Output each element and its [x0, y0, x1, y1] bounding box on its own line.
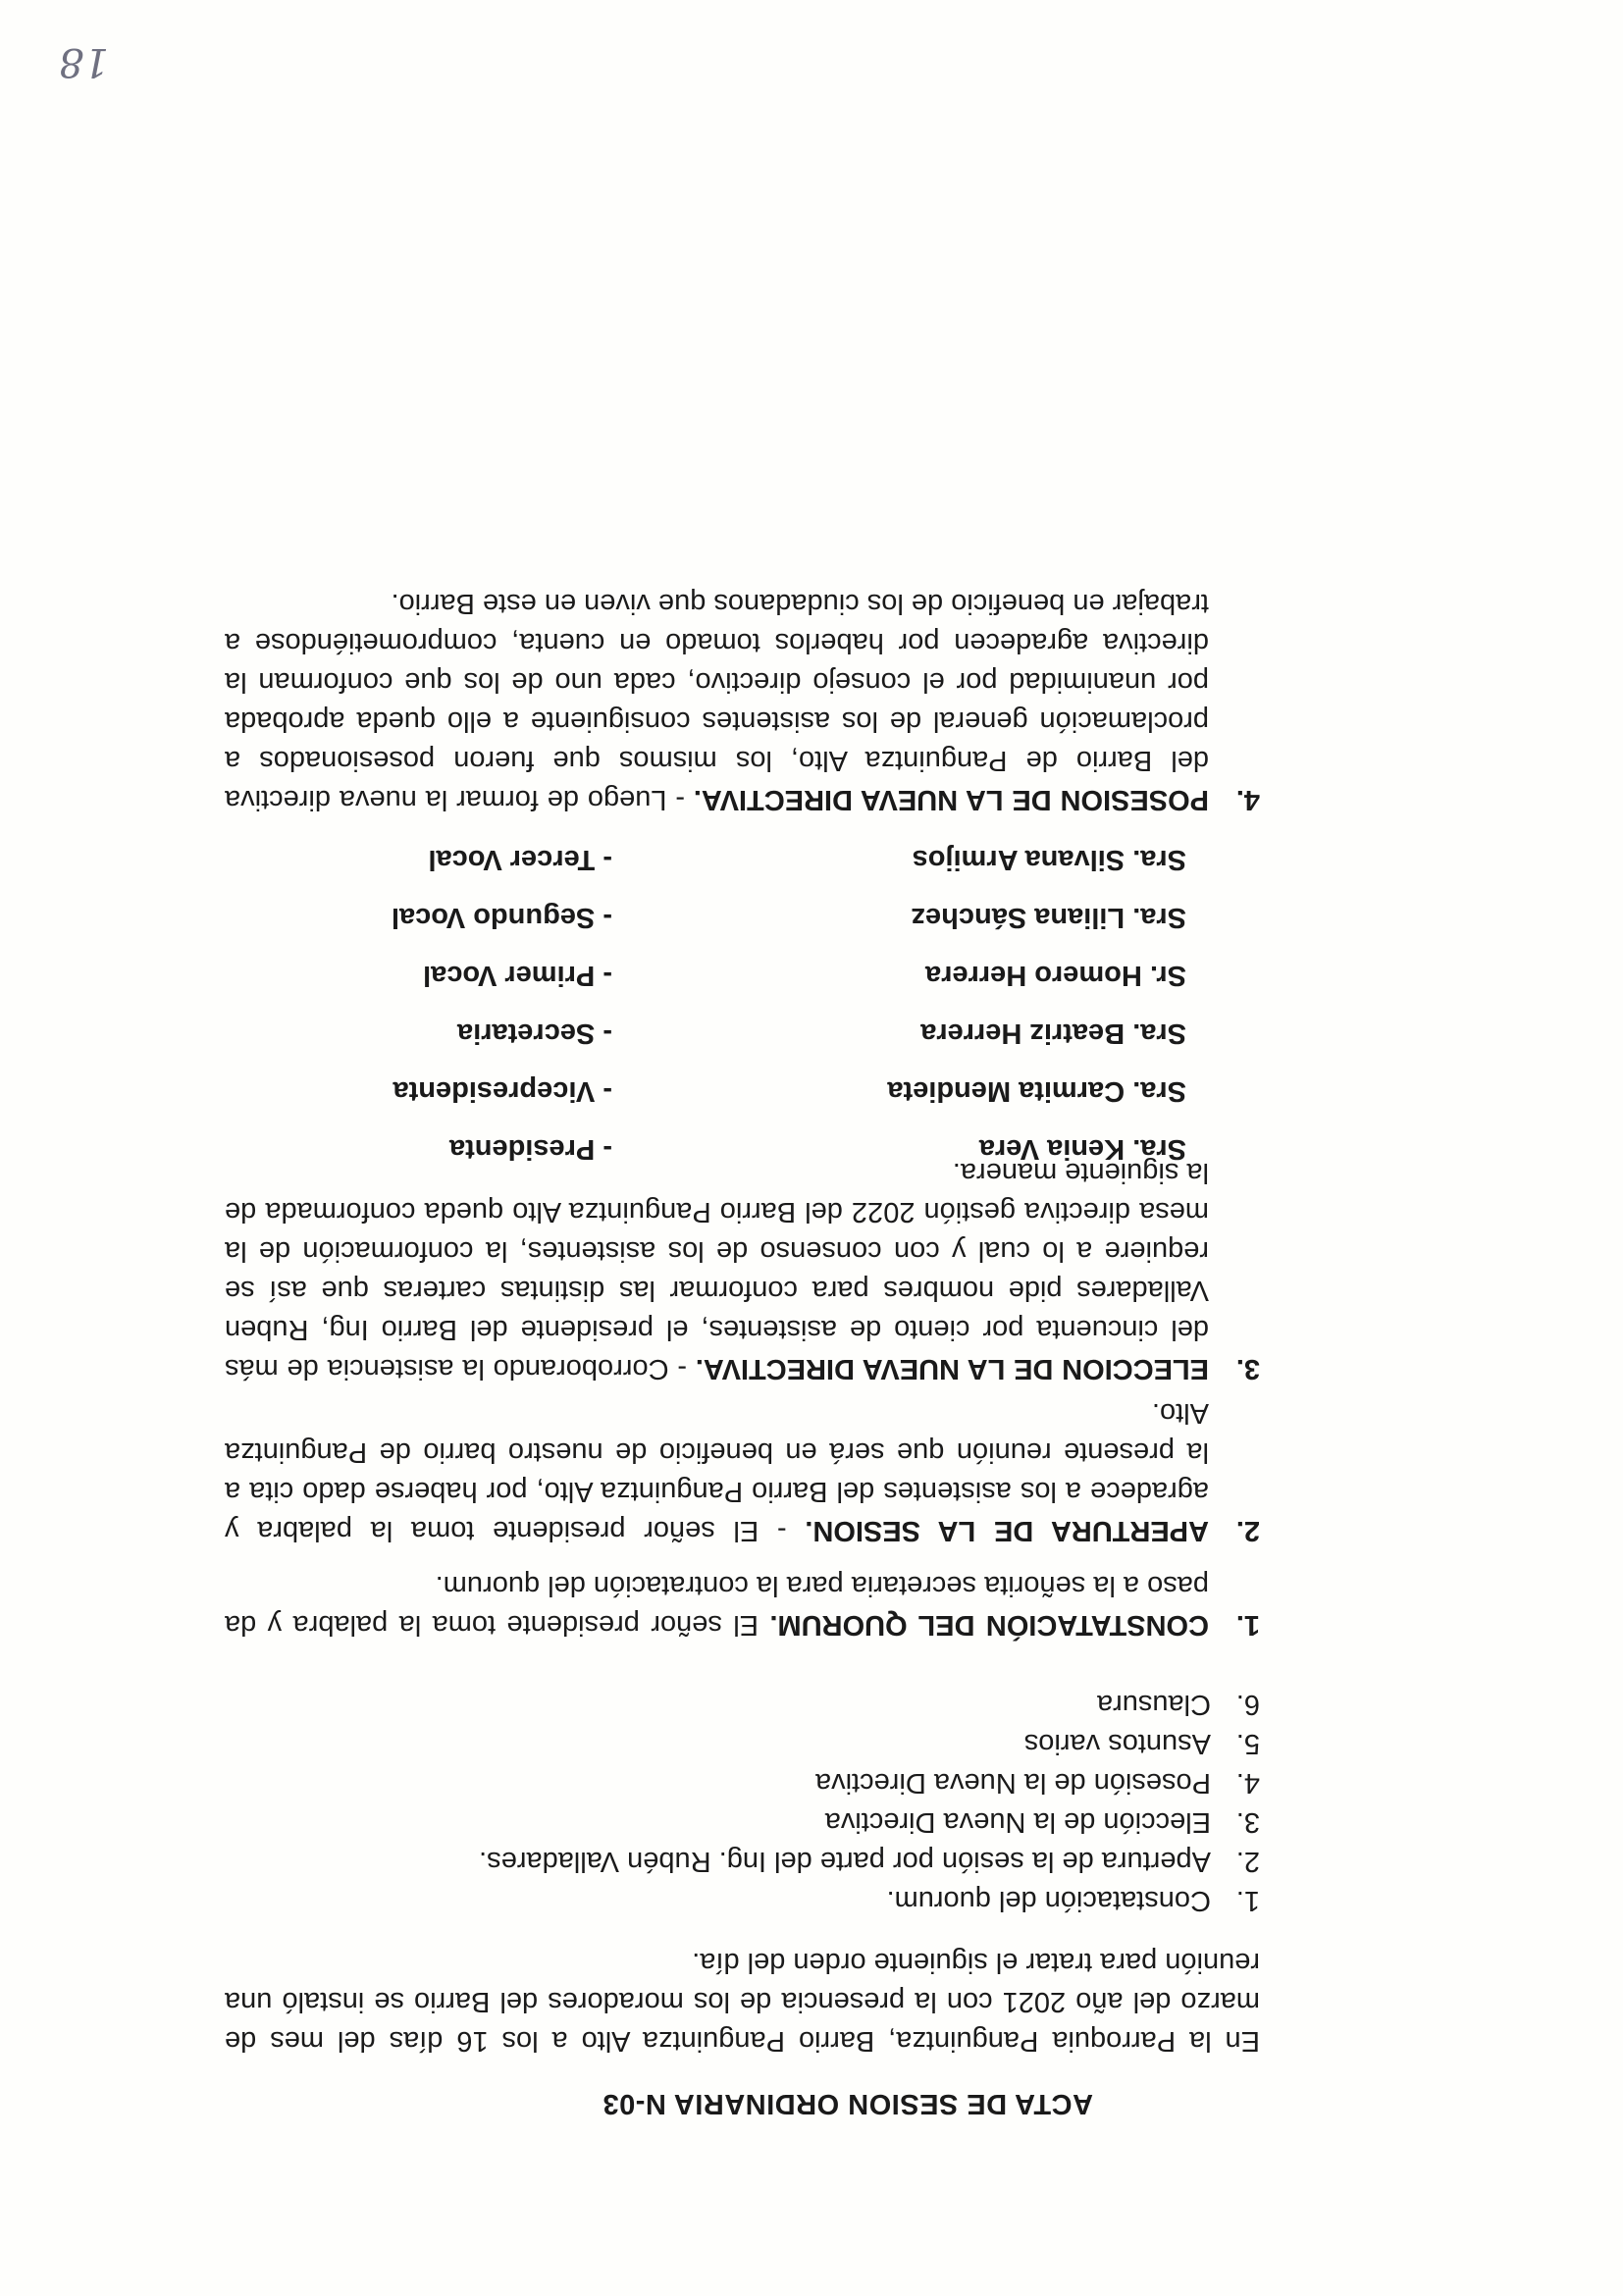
- section-quorum: [225, 1566, 1260, 1644]
- agenda-item: [279, 1842, 1260, 1881]
- member-row: [225, 1062, 1186, 1120]
- member-name: Sra. Liliana Sánchez: [911, 902, 1186, 933]
- agenda-number: 2.: [1235, 1846, 1260, 1877]
- section-eleccion: [225, 1153, 1260, 1388]
- member-name: Sra. Silvana Armijos: [912, 844, 1186, 875]
- member-name: Sr. Homero Herrera: [925, 960, 1186, 991]
- agenda-item: [279, 1724, 1260, 1763]
- agenda-text: Posesión de la Nueva Directiva: [815, 1767, 1211, 1799]
- document-title: ACTA DE SESION ORDINARIA N-03: [602, 2088, 1093, 2119]
- section-heading: POSESION DE LA NUEVA DIRECTIVA.: [693, 784, 1209, 815]
- member-row: [225, 888, 1186, 946]
- section-heading: APERTURA DE LA SESION.: [805, 1515, 1209, 1546]
- section-number: 4.: [1235, 784, 1260, 815]
- agenda-text: Elección de la Nueva Directiva: [824, 1806, 1211, 1838]
- section-apertura: [225, 1393, 1260, 1550]
- section-number: 1.: [1235, 1609, 1260, 1641]
- agenda-item: [279, 1881, 1260, 1920]
- agenda-text: Apertura de la sesión por parte del Ing. Rubén Valladares.: [479, 1846, 1211, 1877]
- member-name: Sra. Carmita Mendieta: [887, 1075, 1186, 1107]
- member-row: [225, 946, 1186, 1004]
- agenda-text: Asuntos varios: [1023, 1728, 1211, 1759]
- intro-paragraph: En la Parroquia Panguintza, Barrio Panguintza Alto a los 16 días del mes de marzo del año 2021 con la presencia de los moradores del Barrio se instaló una reunión para tratar el siguiente orden del día.: [225, 1947, 1260, 2057]
- section-text: - El señor presidente toma la palabra y agradece a los asistentes del Barrio Panguintza Alto, por haberse dado cita a la presente reunión que será en beneficio de nuestro barrio de Panguintza Alto.: [224, 1397, 1209, 1546]
- member-role: - Vicepresidenta: [393, 1075, 612, 1107]
- member-row: [225, 830, 1186, 888]
- member-role: - Primer Vocal: [423, 960, 612, 991]
- agenda-number: 4.: [1235, 1767, 1260, 1799]
- member-role: - Presidenta: [449, 1133, 612, 1165]
- agenda-list: [279, 1685, 1260, 1920]
- section-number: 2.: [1235, 1515, 1260, 1546]
- agenda-item: [279, 1802, 1260, 1842]
- section-posesion: [225, 584, 1260, 819]
- agenda-text: Constatación del quorum.: [886, 1885, 1211, 1916]
- member-row: [225, 1120, 1186, 1177]
- agenda-number: 5.: [1235, 1728, 1260, 1759]
- member-name: Sra. Beatriz Herrera: [920, 1018, 1186, 1049]
- section-text: El señor presidente toma la palabra y da paso a la señorita secretaria para la contratación del quorum.: [225, 1570, 1209, 1641]
- member-role: - Secretaria: [457, 1018, 612, 1049]
- section-text: - Luego de formar la nueva directiva del Barrio de Panguintza Alto, los mismos que fueron posesionados a proclamación general de los asistentes consiguiente a ello queda aprobada por unanimidad por el consejo directivo, cada uno de los que conforman la directiva agradecen por haberlos tomado en cuenta, comprometiéndose a trabajar en beneficio de los ciudadanos que viven en este Barrio.: [224, 588, 1209, 815]
- directiva-members: [225, 830, 1186, 1177]
- agenda-item: [279, 1763, 1260, 1802]
- section-heading: ELECCION DE LA NUEVA DIRECTIVA.: [695, 1353, 1209, 1384]
- member-name: Sra. Kenia Vera: [978, 1133, 1186, 1165]
- member-row: [225, 1004, 1186, 1062]
- section-number: 3.: [1235, 1353, 1260, 1384]
- agenda-item: [279, 1685, 1260, 1724]
- agenda-number: 3.: [1235, 1806, 1260, 1838]
- section-text: - Corroborando la asistencia de más del cincuenta por ciento de asistentes, el presidente del Barrio Ing, Ruben Valladares pide nombres para conformar las distintas carteras que así se requiere a lo cual y con consenso de los asistentes, la conformación de la mesa directiva gestión 2022 del Barrio Panguintza Alto queda conformada de la siguiente manera.: [225, 1157, 1209, 1384]
- section-heading: CONSTATACIÓN DEL QUORUM.: [769, 1609, 1209, 1641]
- agenda-number: 1.: [1235, 1885, 1260, 1916]
- agenda-text: Clausura: [1096, 1689, 1211, 1720]
- handwritten-folio-number: 18: [59, 39, 109, 84]
- member-role: - Segundo Vocal: [391, 902, 612, 933]
- agenda-number: 6.: [1235, 1689, 1260, 1720]
- member-role: - Tercer Vocal: [428, 844, 612, 875]
